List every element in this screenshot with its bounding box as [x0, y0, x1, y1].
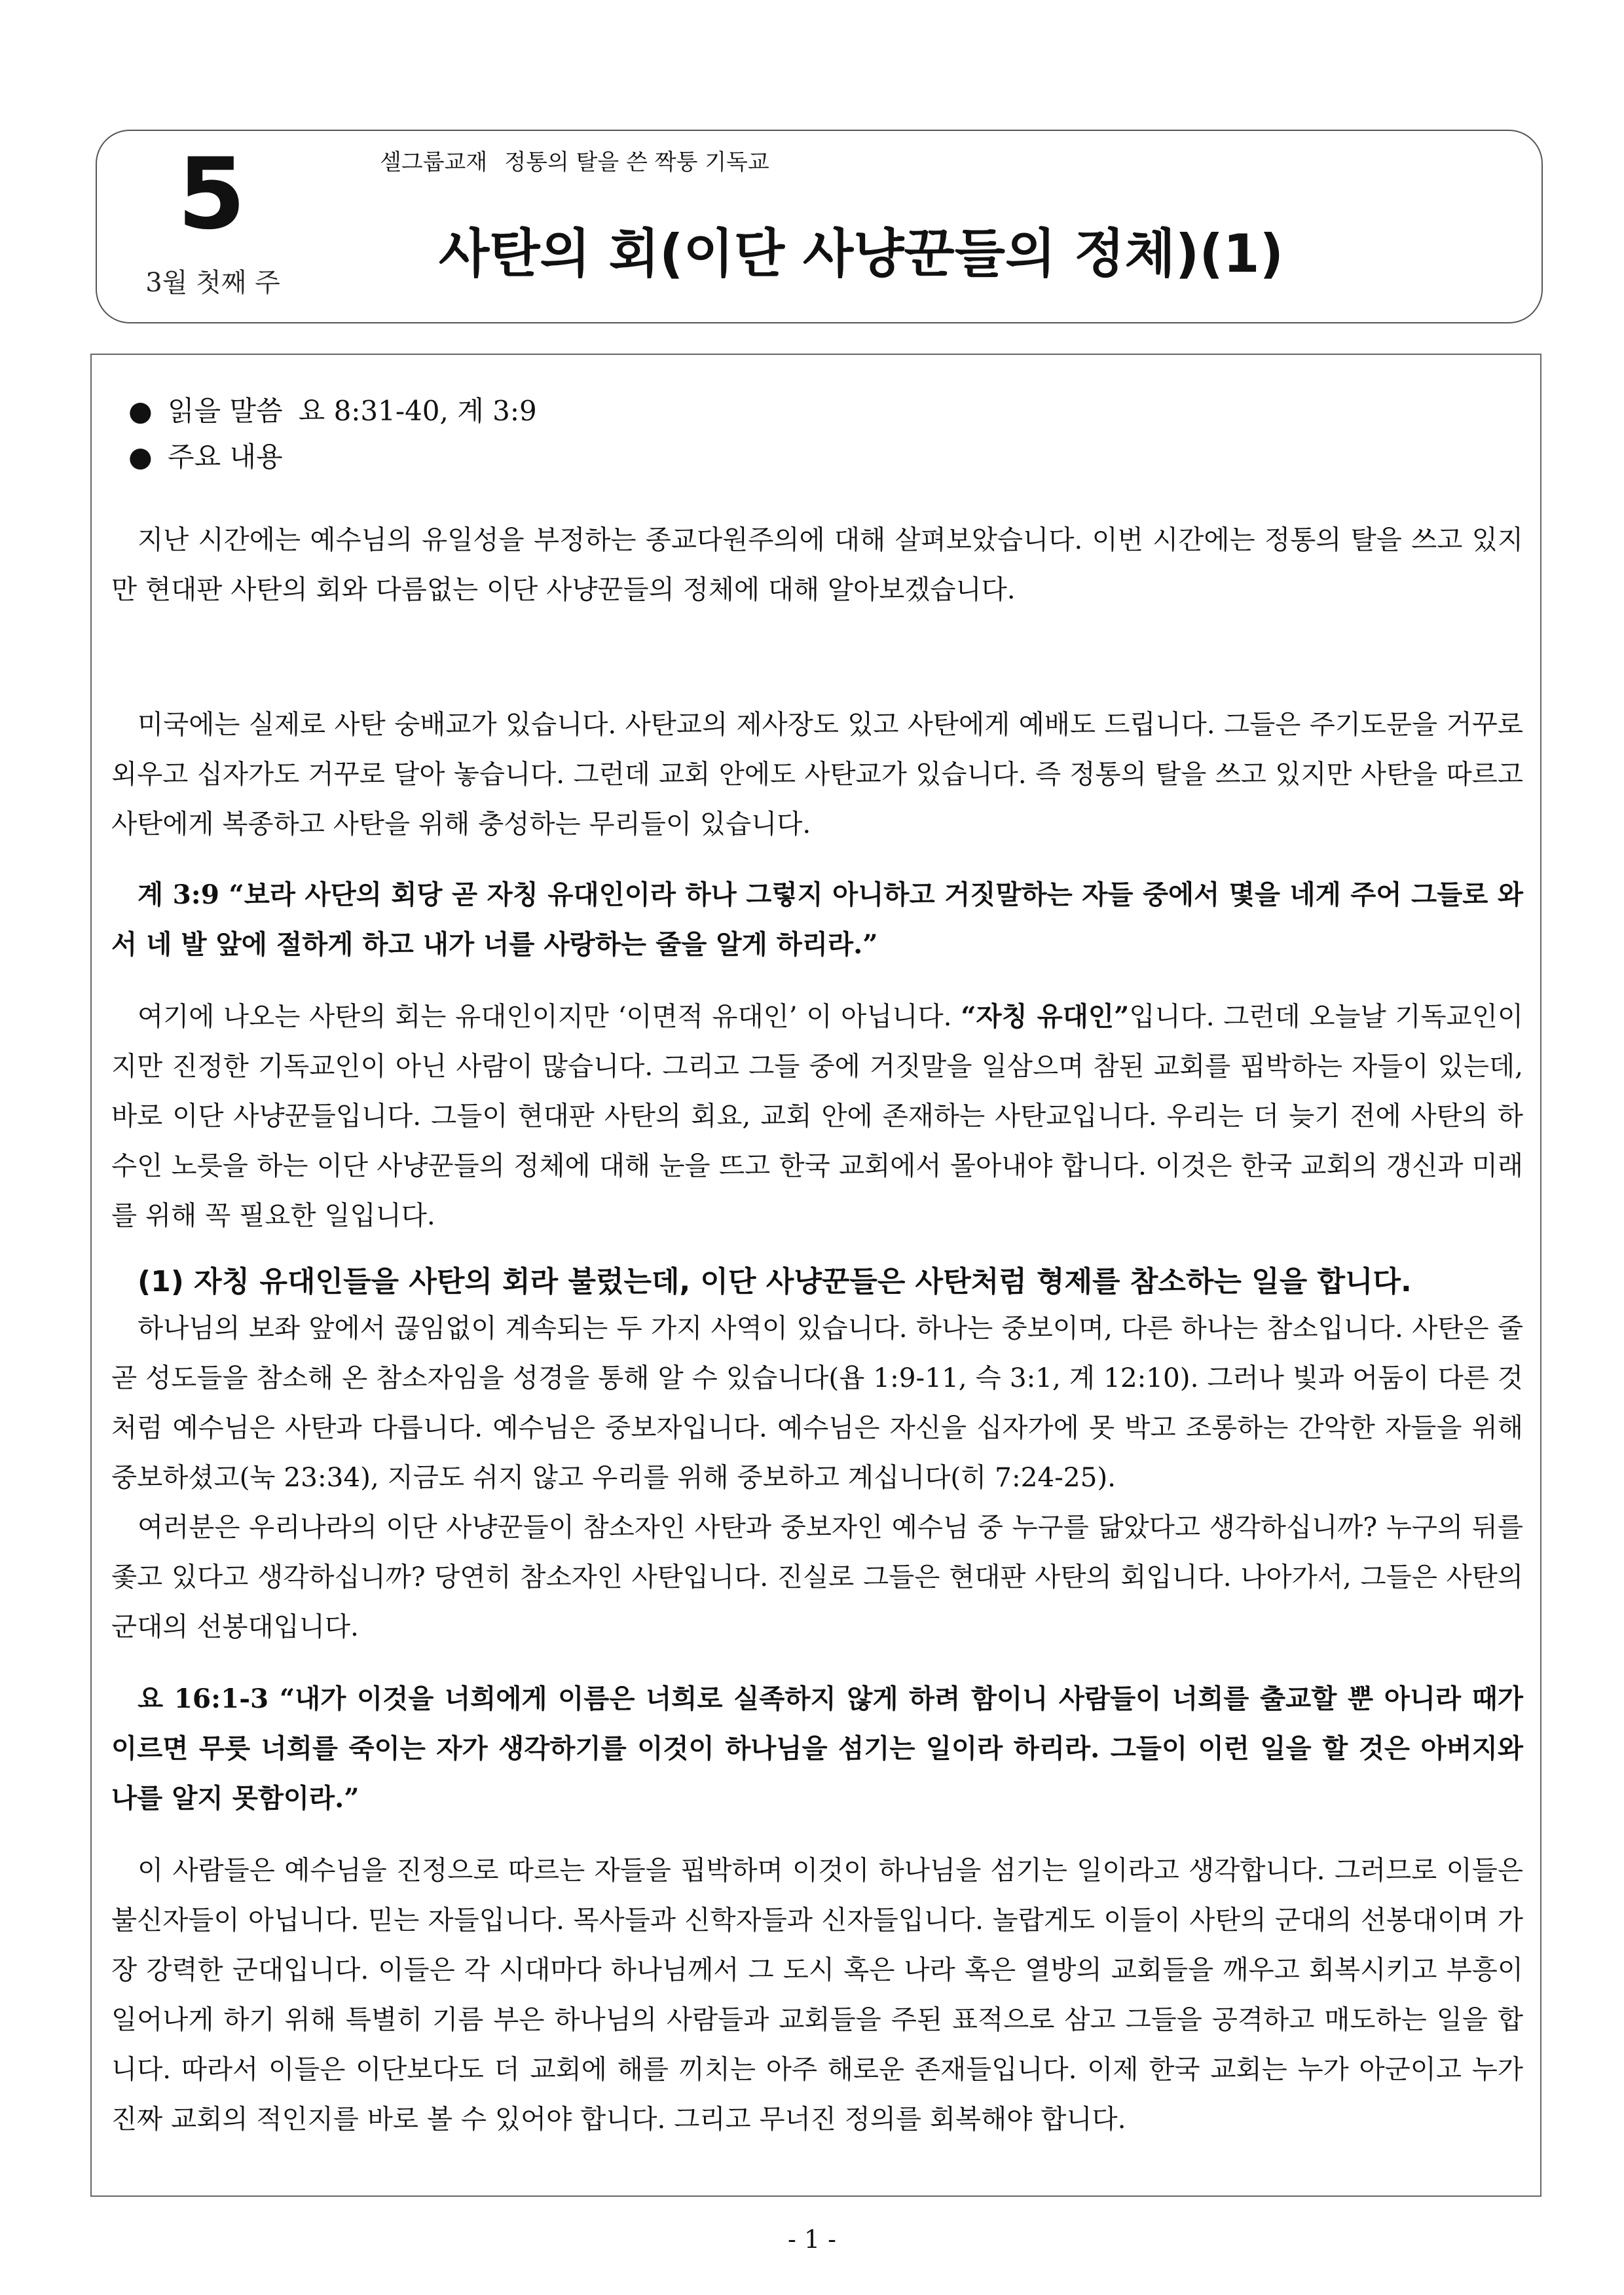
week-label: 3월 첫째 주 [145, 268, 280, 298]
paragraph-intro: 지난 시간에는 예수님의 유일성을 부정하는 종교다원주의에 대해 살펴보았습니다. 이번 시간에는 정통의 탈을 쓰고 있지만 현대판 사탄의 회와 다름없는 이단 사냥꾼들의 정체에 대해 알아보겠습니다. [111, 524, 1523, 605]
emphasis-self-proclaimed-jews: “자칭 유대인” [961, 1001, 1130, 1032]
verse-rev-3-9: 계 3:9 “보라 사단의 회당 곧 자칭 유대인이라 하나 그렇지 아니하고 거짓말하는 자들 중에서 몇을 네게 주어 그들로 와서 네 발 앞에 절하게 하고 내가 너를 사랑하는 줄을 알게 하리라.” [111, 879, 1523, 960]
summary-label: 주요 내용 [168, 441, 283, 473]
point-1-heading: (1) 자칭 유대인들을 사탄의 회라 불렀는데, 이단 사냥꾼들은 사탄처럼 형제를 참소하는 일을 합니다. [138, 1265, 1412, 1298]
book-title: 정통의 탈을 쓴 짝퉁 기독교 [504, 149, 769, 175]
series-label: 셀그룹교재 [380, 149, 488, 175]
reading-line [128, 393, 537, 430]
paragraph-question: 여러분은 우리나라의 이단 사냥꾼들이 참소자인 사탄과 중보자인 예수님 중 누구를 닮았다고 생각하십니까? 누구의 뒤를 좇고 있다고 생각하십니까? 당연히 참소자인 사탄입니다. 진실로 그들은 현대판 사탄의 회입니다. 나아가서, 그들은 사탄의 군대의 선봉대입니다. [111, 1511, 1523, 1642]
bullet-icon: ● [128, 441, 153, 473]
paragraph-self-proclaimed-jews: 여기에 나오는 사탄의 회는 유대인이지만 ‘이면적 유대인’ 이 아닙니다. “자칭 유대인”입니다. 그런데 오늘날 기독교인이지만 진정한 기독교인이 아닌 사람이 많습니다. 그리고 그들 중에 거짓말을 일삼으며 참된 교회를 핍박하는 자들이 있는데, 바로 이단 사냥꾼들입니다. 그들이 현대판 사탄의 회요, 교회 안에 존재하는 사탄교입니다. 우리는 더 늦기 전에 사탄의 하수인 노릇을 하는 이단 사냥꾼들의 정체에 대해 눈을 뜨고 한국 교회에서 몰아내야 합니다. 이것은 한국 교회의 갱신과 미래를 위해 꼭 필요한 일입니다. [111, 1001, 1523, 1231]
paragraph-accuser-intercessor: 하나님의 보좌 앞에서 끊임없이 계속되는 두 가지 사역이 있습니다. 하나는 중보이며, 다른 하나는 참소입니다. 사탄은 줄곧 성도들을 참소해 온 참소자임을 성경을 통해 알 수 있습니다(욥 1:9-11, 슥 3:1, 계 12:10). 그러나 빛과 어둠이 다른 것처럼 예수님은 사탄과 다릅니다. 예수님은 중보자입니다. 예수님은 자신을 십자가에 못 박고 조롱하는 간악한 자들을 위해 중보하셨고(눅 23:34), 지금도 쉬지 않고 우리를 위해 중보하고 계십니다(히 7:24-25). [111, 1312, 1523, 1493]
verse-john-16-1-3: 요 16:1-3 “내가 이것을 너희에게 이름은 너희로 실족하지 않게 하려 함이니 사람들이 너희를 출교할 뿐 아니라 때가 이르면 무릇 너희를 죽이는 자가 생각하기를 이것이 하나님을 섬기는 일이라 하리라. 그들이 이런 일을 할 것은 아버지와 나를 알지 못함이라.” [111, 1683, 1523, 1814]
lesson-number: 5 [177, 138, 246, 251]
summary-line [128, 439, 299, 475]
reading-value: 요 8:31-40, 계 3:9 [298, 395, 537, 427]
paragraph-conclusion: 이 사람들은 예수님을 진정으로 따르는 자들을 핍박하며 이것이 하나님을 섬기는 일이라고 생각합니다. 그러므로 이들은 불신자들이 아닙니다. 믿는 자들입니다. 목사들과 신학자들과 신자들입니다. 놀랍게도 이들이 사탄의 군대의 선봉대이며 가장 강력한 군대입니다. 이들은 각 시대마다 하나님께서 그 도시 혹은 나라 혹은 열방의 교회들을 깨우고 회복시키고 부흥이 일어나게 하기 위해 특별히 기름 부은 하나님의 사람들과 교회들을 주된 표적으로 삼고 그들을 공격하고 매도하는 일을 합니다. 따라서 이들은 이단보다도 더 교회에 해를 끼치는 아주 해로운 존재들입니다. 이제 한국 교회는 누가 아군이고 누가 진짜 교회의 적인지를 바로 볼 수 있어야 합니다. 그리고 무너진 정의를 회복해야 합니다. [111, 1854, 1523, 2135]
page-title: 사탄의 회(이단 사냥꾼들의 정체)(1) [439, 223, 1284, 284]
reading-label: 읽을 말씀 [168, 395, 283, 427]
bullet-icon: ● [128, 395, 153, 427]
paragraph-satanism: 미국에는 실제로 사탄 숭배교가 있습니다. 사탄교의 제사장도 있고 사탄에게 예배도 드립니다. 그들은 주기도문을 거꾸로 외우고 십자가도 거꾸로 달아 놓습니다. 그런데 교회 안에도 사탄교가 있습니다. 즉 정통의 탈을 쓰고 있지만 사탄을 따르고 사탄에게 복종하고 사탄을 위해 충성하는 무리들이 있습니다. [111, 708, 1523, 839]
series-line [380, 148, 769, 177]
page-number: - 1 - [787, 2225, 836, 2254]
